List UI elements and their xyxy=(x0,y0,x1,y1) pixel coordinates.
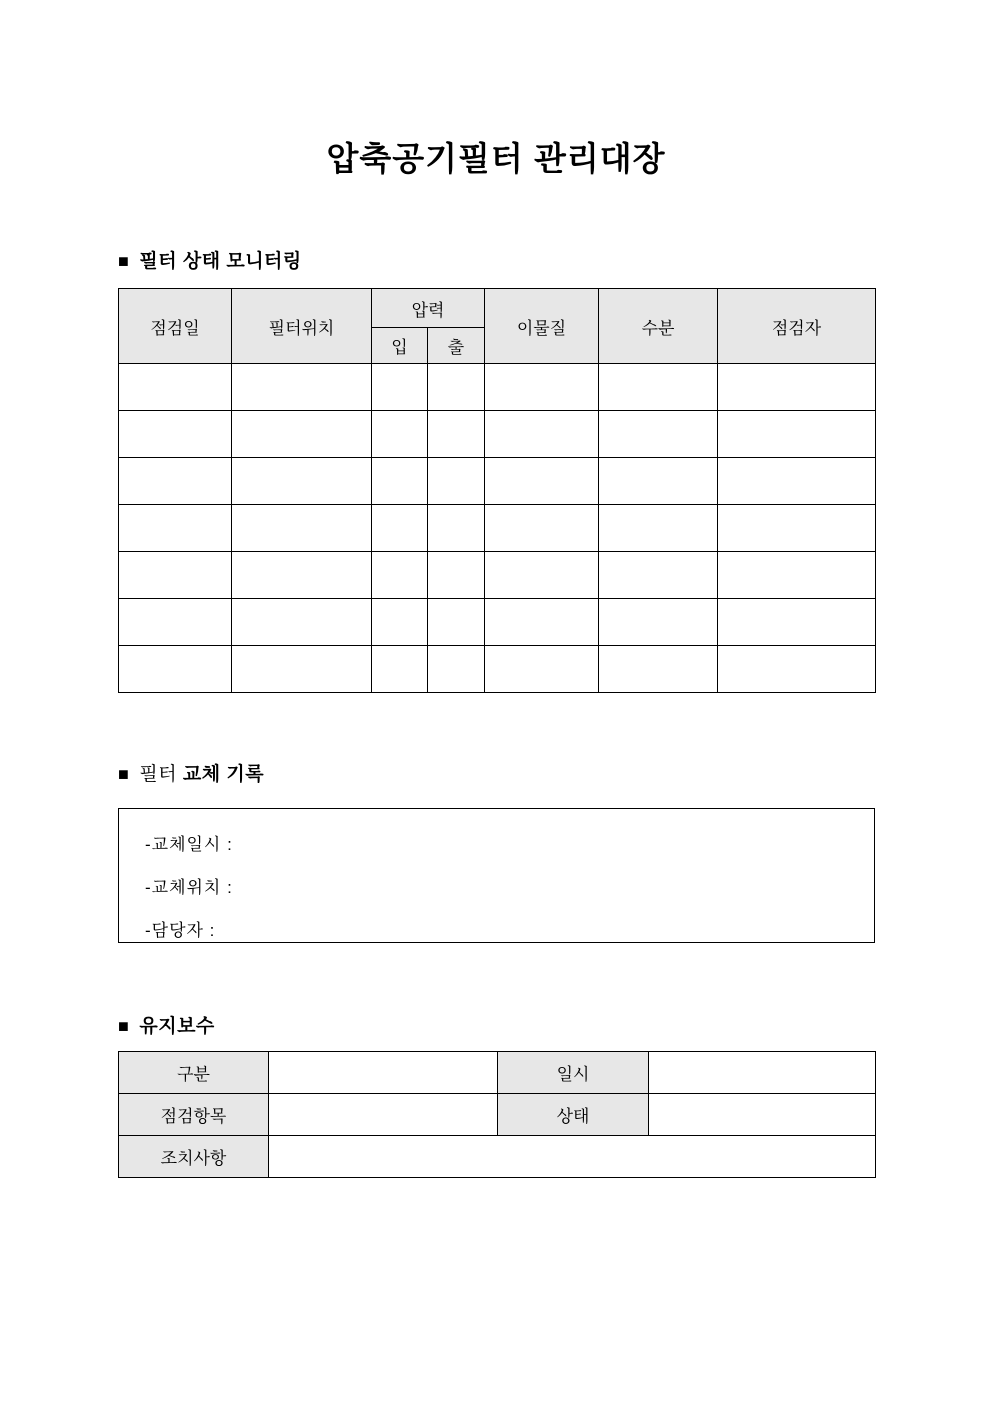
document-title: 압축공기필터 관리대장 xyxy=(326,140,666,177)
empty-cell xyxy=(718,458,876,505)
empty-cell xyxy=(232,552,372,599)
empty-cell xyxy=(599,646,718,693)
empty-cell xyxy=(232,505,372,552)
monitoring-empty-row xyxy=(119,646,876,693)
maintenance-row-1 xyxy=(119,1052,876,1094)
field-replacement-location: -교체위치 : xyxy=(145,878,233,897)
monitoring-empty-row xyxy=(119,599,876,646)
empty-cell xyxy=(119,458,232,505)
empty-cell xyxy=(718,364,876,411)
empty-cell xyxy=(485,599,599,646)
column-header-pressure: 압력 xyxy=(372,289,485,328)
section-marker-icon: ■ xyxy=(118,764,130,784)
empty-cell xyxy=(718,552,876,599)
empty-cell xyxy=(232,646,372,693)
monitoring-empty-row xyxy=(119,364,876,411)
empty-cell xyxy=(718,599,876,646)
empty-cell xyxy=(372,505,428,552)
maintenance-table xyxy=(118,1051,876,1178)
section-heading-monitoring xyxy=(118,246,302,273)
monitoring-empty-row xyxy=(119,458,876,505)
maintenance-label-category: 구분 xyxy=(119,1052,269,1094)
section-heading-replacement-label-bold: 교체 기록 xyxy=(182,764,265,785)
empty-cell xyxy=(232,411,372,458)
section-heading-monitoring-label: 필터 상태 모니터링 xyxy=(139,251,302,272)
section-heading-replacement-label-regular: 필터 xyxy=(139,764,178,785)
empty-cell xyxy=(485,364,599,411)
column-header-moisture: 수분 xyxy=(599,289,718,364)
empty-cell xyxy=(372,646,428,693)
empty-cell xyxy=(232,458,372,505)
empty-cell xyxy=(428,411,485,458)
empty-cell xyxy=(119,552,232,599)
section-marker-icon: ■ xyxy=(118,251,130,271)
empty-cell xyxy=(372,411,428,458)
column-header-foreign-matter: 이물질 xyxy=(485,289,599,364)
monitoring-header-row-top xyxy=(119,289,876,328)
field-person-in-charge: -담당자 : xyxy=(145,921,216,940)
section-heading-maintenance-label: 유지보수 xyxy=(139,1016,215,1037)
monitoring-table-header xyxy=(119,289,876,364)
empty-cell xyxy=(372,599,428,646)
empty-cell xyxy=(718,646,876,693)
empty-cell xyxy=(428,364,485,411)
empty-cell xyxy=(485,646,599,693)
empty-cell xyxy=(372,552,428,599)
empty-cell xyxy=(485,552,599,599)
maintenance-label-status: 상태 xyxy=(498,1094,649,1136)
empty-cell xyxy=(428,505,485,552)
replacement-record-box xyxy=(118,808,875,943)
empty-cell xyxy=(372,458,428,505)
maintenance-value-status xyxy=(649,1094,876,1136)
empty-cell xyxy=(232,364,372,411)
empty-cell xyxy=(428,646,485,693)
monitoring-empty-row xyxy=(119,552,876,599)
empty-cell xyxy=(428,552,485,599)
empty-cell xyxy=(428,458,485,505)
column-header-inspector: 점검자 xyxy=(718,289,876,364)
maintenance-label-datetime: 일시 xyxy=(498,1052,649,1094)
column-header-filter-location: 필터위치 xyxy=(232,289,372,364)
maintenance-label-action-taken: 조치사항 xyxy=(119,1136,269,1178)
maintenance-value-inspection-item xyxy=(269,1094,498,1136)
empty-cell xyxy=(119,505,232,552)
empty-cell xyxy=(718,505,876,552)
monitoring-empty-row xyxy=(119,411,876,458)
maintenance-value-category xyxy=(269,1052,498,1094)
empty-cell xyxy=(599,552,718,599)
empty-cell xyxy=(119,411,232,458)
empty-cell xyxy=(485,411,599,458)
empty-cell xyxy=(599,505,718,552)
maintenance-value-action-taken xyxy=(269,1136,876,1178)
empty-cell xyxy=(372,364,428,411)
maintenance-label-inspection-item: 점검항목 xyxy=(119,1094,269,1136)
empty-cell xyxy=(119,599,232,646)
empty-cell xyxy=(428,599,485,646)
empty-cell xyxy=(599,411,718,458)
empty-cell xyxy=(232,599,372,646)
empty-cell xyxy=(119,646,232,693)
empty-cell xyxy=(599,458,718,505)
column-header-pressure-inlet: 입 xyxy=(372,328,428,364)
section-marker-icon: ■ xyxy=(118,1016,130,1036)
field-replacement-datetime: -교체일시 : xyxy=(145,835,233,854)
section-heading-maintenance xyxy=(118,1011,215,1038)
empty-cell xyxy=(599,364,718,411)
monitoring-table xyxy=(118,288,876,693)
empty-cell xyxy=(119,364,232,411)
maintenance-value-datetime xyxy=(649,1052,876,1094)
maintenance-row-2 xyxy=(119,1094,876,1136)
empty-cell xyxy=(599,599,718,646)
empty-cell xyxy=(485,505,599,552)
monitoring-table-body xyxy=(119,364,876,693)
section-heading-replacement xyxy=(118,759,264,786)
column-header-pressure-outlet: 출 xyxy=(428,328,485,364)
column-header-inspection-date: 점검일 xyxy=(119,289,232,364)
monitoring-empty-row xyxy=(119,505,876,552)
maintenance-row-3 xyxy=(119,1136,876,1178)
empty-cell xyxy=(485,458,599,505)
empty-cell xyxy=(718,411,876,458)
